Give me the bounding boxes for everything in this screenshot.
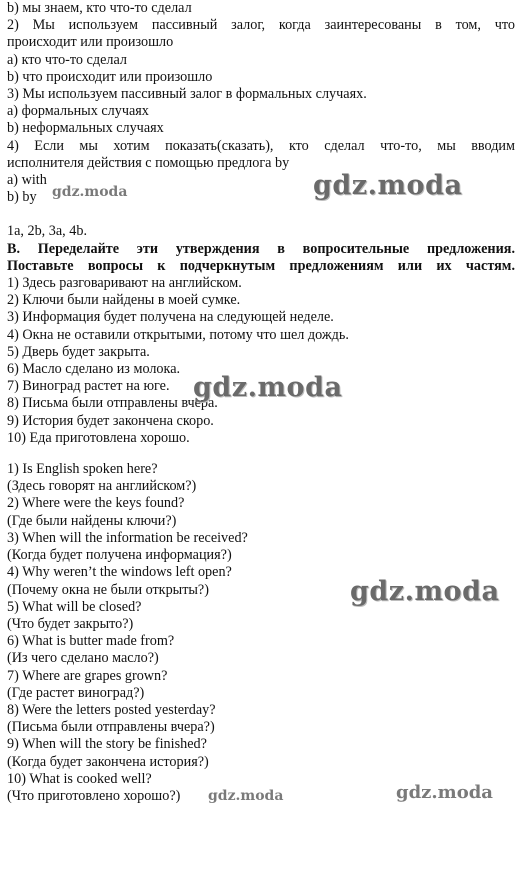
answer-translation: (Что приготовлено хорошо?) [7,787,181,804]
section-b-heading-line: Поставьте вопросы к подчеркнутым предложениям или их частям. [7,257,515,274]
watermark: gdz.moda [350,576,500,607]
answer-translation: (Когда будет закончена история?) [7,753,209,770]
section-a-line: b) что происходит или произошло [7,68,213,85]
answer-translation: (Здесь говорят на английском?) [7,478,197,495]
statement-item: 6) Масло сделано из молока. [7,361,181,378]
answer-question: 6) What is butter made from? [7,633,175,650]
statement-item: 8) Письма были отправлены вчера. [7,395,218,412]
statement-item: 2) Ключи были найдены в моей сумке. [7,292,241,309]
answer-question: 4) Why weren’t the windows left open? [7,564,232,581]
statement-item: 4) Окна не оставили открытыми, потому что шел дождь. [7,326,349,343]
section-b-heading [7,241,515,275]
answers-a: 1a, 2b, 3a, 4b. [7,223,87,240]
section-a-line: b) by [7,189,37,206]
answer-question: 8) Were the letters posted yesterday? [7,701,216,718]
statement-item: 5) Дверь будет закрыта. [7,343,150,360]
statement-item: 7) Виноград растет на юге. [7,378,170,395]
answer-translation: (Где были найдены ключи?) [7,512,177,529]
answers-b-list [7,461,515,805]
section-a-line: a) кто что-то сделал [7,51,127,68]
section-a-line: 4) Если мы хотим показать(сказать), кто сделал что-то, мы вводим [7,137,515,154]
answer-translation: (Что будет закрыто?) [7,615,134,632]
watermark: gdz.moda [313,170,463,201]
answer-question: 7) Where are grapes grown? [7,667,168,684]
answer-translation: (Письма были отправлены вчера?) [7,719,215,736]
watermark: gdz.moda [396,782,493,803]
section-a-line: происходит или произошло [7,34,174,51]
statement-item: 9) История будет закончена скоро. [7,412,214,429]
section-a-line: исполнителя действия с помощью предлога by [7,154,290,171]
answer-question: 5) What will be closed? [7,598,142,615]
statement-item: 10) Еда приготовлена хорошо. [7,429,190,446]
statements-list [7,275,515,447]
section-a-line: 2) Мы используем пассивный залог, когда заинтересованы в том, что [7,17,515,34]
watermark: gdz.moda [193,372,343,403]
section-a-line: b) мы знаем, кто что-то сделал [7,0,192,16]
answer-question: 9) When will the story be finished? [7,736,207,753]
answer-question: 10) What is cooked well? [7,770,152,787]
section-b-heading-line: B. Переделайте эти утверждения в вопросительные предложения. [7,240,515,257]
section-a-line: a) with [7,172,47,189]
answer-question: 2) Where were the keys found? [7,495,185,512]
watermark: gdz.moda [208,788,284,804]
answer-question: 3) When will the information be received? [7,529,248,546]
watermark: gdz.moda [52,184,128,200]
statement-item: 3) Информация будет получена на следующей неделе. [7,309,334,326]
answer-translation: (Где растет виноград?) [7,684,145,701]
section-a-line: b) неформальных случаях [7,120,164,137]
answer-translation: (Почему окна не были открыты?) [7,581,209,598]
statement-item: 1) Здесь разговаривают на английском. [7,275,242,292]
section-a-line: 3) Мы используем пассивный залог в формальных случаях. [7,86,367,103]
answer-translation: (Когда будет получена информация?) [7,547,232,564]
answer-translation: (Из чего сделано масло?) [7,650,159,667]
section-a-line: a) формальных случаях [7,103,149,120]
answer-question: 1) Is English spoken here? [7,461,158,478]
